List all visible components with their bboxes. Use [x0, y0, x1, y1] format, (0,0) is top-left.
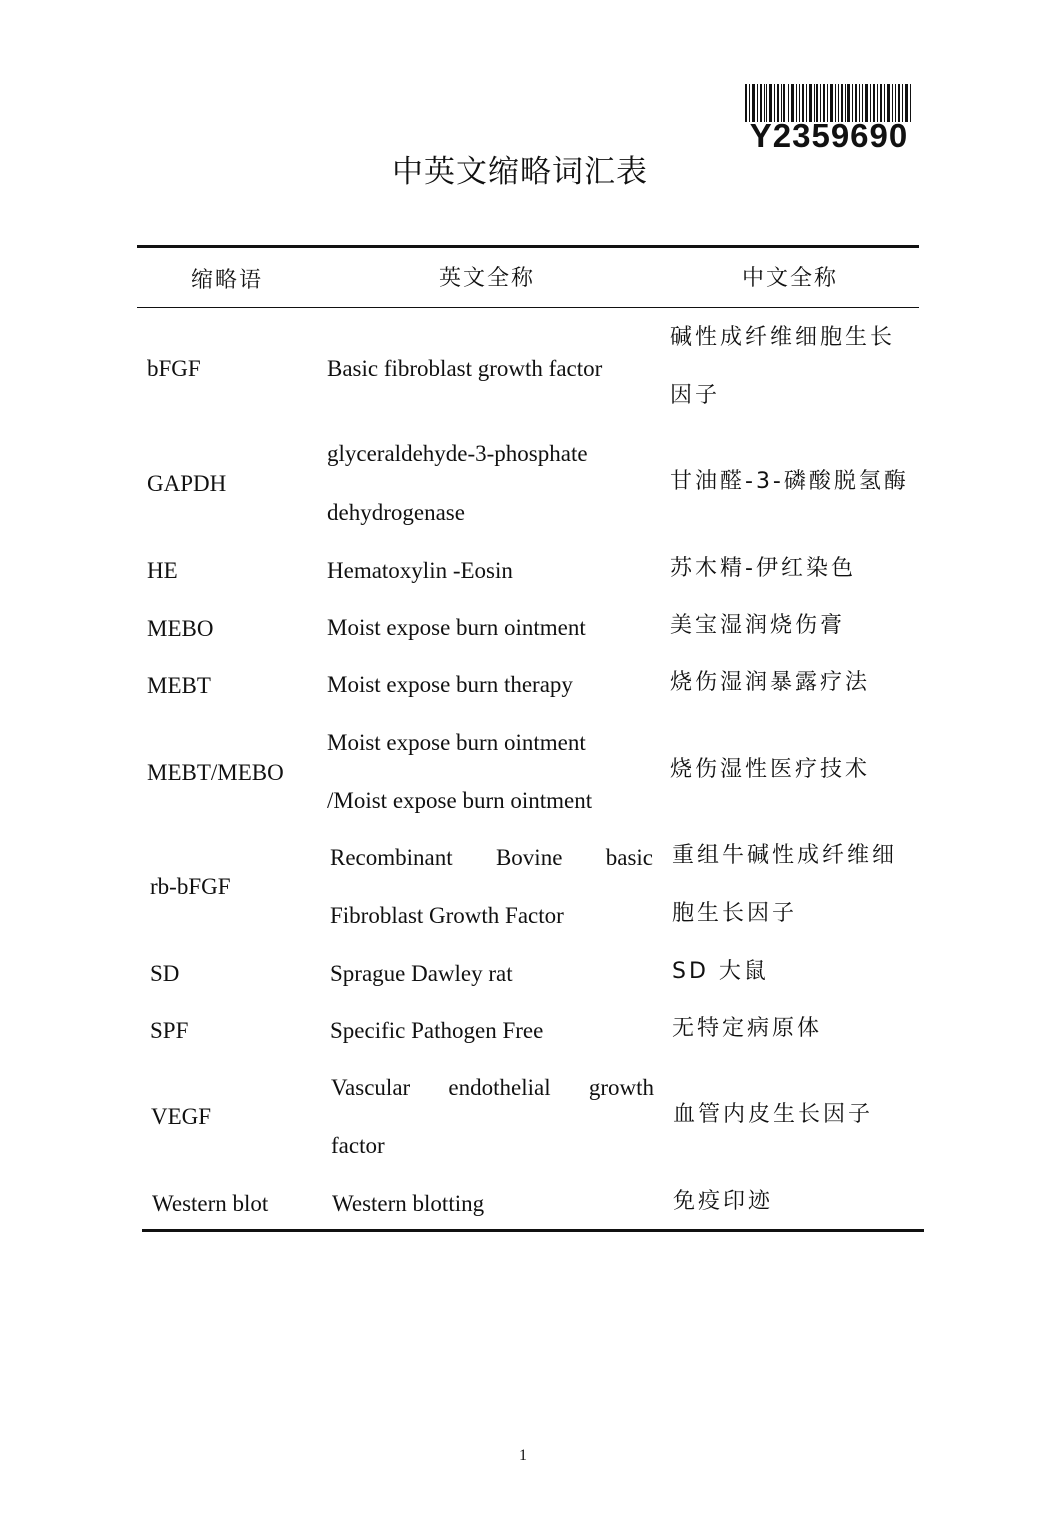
chinese-cell: 烧伤湿性医疗技术 — [670, 757, 871, 782]
header-english-full-name: 英文全称 — [438, 266, 535, 291]
chinese-cell: 免疫印迹 — [673, 1189, 774, 1214]
abbr-cell: MEBT — [147, 673, 211, 698]
english-cell: /Moist expose burn ointment — [327, 788, 593, 813]
abbr-cell: rb-bFGF — [150, 874, 231, 899]
english-cell: Basic fibroblast growth factor — [327, 356, 603, 381]
page-number: 1 — [519, 1447, 527, 1464]
abbr-cell: MEBO — [147, 616, 214, 641]
english-cell: Recombinant Bovine basic — [330, 845, 653, 870]
english-cell: Western blotting — [332, 1191, 485, 1216]
english-cell: Moist expose burn ointment — [327, 730, 586, 755]
header-abbreviation: 缩略语 — [190, 268, 263, 293]
chinese-cell: 美宝湿润烧伤膏 — [670, 613, 846, 638]
english-cell: Fibroblast Growth Factor — [330, 903, 564, 928]
page-title: 中英文缩略词汇表 — [392, 154, 648, 190]
english-cell: dehydrogenase — [327, 500, 465, 525]
abbr-cell: GAPDH — [147, 471, 227, 496]
english-cell: factor — [331, 1133, 385, 1158]
chinese-cell: 甘油醛-3-磷酸脱氢酶 — [670, 469, 909, 494]
header-chinese-full-name: 中文全称 — [741, 266, 838, 291]
abbr-cell: bFGF — [147, 356, 201, 381]
abbr-cell: VEGF — [151, 1104, 212, 1129]
chinese-cell: 碱性成纤维细胞生长 — [670, 325, 896, 350]
english-cell: glyceraldehyde-3-phosphate — [327, 441, 588, 466]
abbr-cell: SPF — [150, 1018, 189, 1043]
english-cell: Specific Pathogen Free — [330, 1018, 544, 1043]
chinese-cell: 血管内皮生长因子 — [673, 1102, 874, 1127]
abbr-cell: HE — [147, 558, 178, 583]
chinese-cell: 因子 — [670, 383, 721, 408]
chinese-cell: 苏木精-伊红染色 — [670, 556, 856, 581]
abbr-cell: SD — [150, 961, 180, 986]
english-cell: Vascular endothelial growth — [331, 1075, 654, 1100]
barcode-number: Y2359690 — [749, 117, 909, 154]
abbr-cell: Western blot — [152, 1191, 269, 1216]
english-cell: Moist expose burn ointment — [327, 615, 586, 640]
chinese-cell: 烧伤湿润暴露疗法 — [670, 670, 871, 695]
abbr-cell: MEBT/MEBO — [147, 760, 284, 785]
chinese-cell: 胞生长因子 — [672, 901, 798, 926]
chinese-cell: 重组牛碱性成纤维细 — [672, 843, 898, 868]
english-cell: Hematoxylin -Eosin — [327, 558, 513, 583]
chinese-cell: 无特定病原体 — [672, 1016, 823, 1041]
english-cell: Moist expose burn therapy — [327, 672, 573, 697]
chinese-cell: SD 大鼠 — [672, 959, 769, 984]
english-cell: Sprague Dawley rat — [330, 961, 513, 986]
